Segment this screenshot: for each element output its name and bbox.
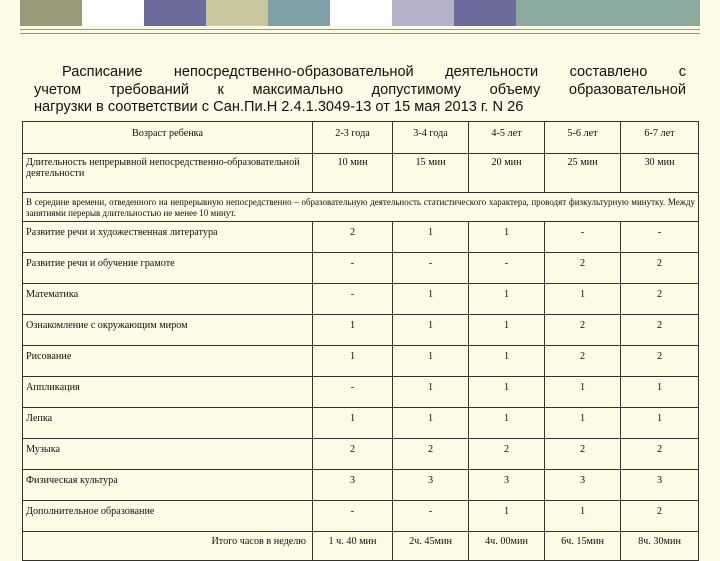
schedule-table (22, 121, 699, 561)
lesson-count-cell: 2 (545, 346, 621, 377)
lesson-count-cell: 3 (393, 470, 469, 501)
lesson-count-cell: - (313, 284, 393, 315)
lesson-count-cell: - (313, 377, 393, 408)
lesson-count-cell: 2 (621, 284, 699, 315)
lesson-count-cell: 1 (469, 284, 545, 315)
lesson-count-cell: 1 (469, 501, 545, 532)
page-title (34, 64, 686, 117)
lesson-count-cell: - (393, 253, 469, 284)
lesson-count-cell: 1 (621, 408, 699, 439)
duration-row (23, 154, 699, 193)
table-row (23, 501, 699, 532)
subject-name: Развитие речи и обучение грамоте (23, 253, 313, 284)
deco-block (268, 0, 330, 26)
total-hours-cell: 1 ч. 40 мин (313, 532, 393, 561)
lesson-count-cell: 1 (313, 315, 393, 346)
age-header-cell: 3-4 года (393, 122, 469, 154)
lesson-count-cell: 2 (621, 315, 699, 346)
lesson-count-cell: - (469, 253, 545, 284)
lesson-count-cell: 2 (621, 253, 699, 284)
lesson-count-cell: 1 (545, 284, 621, 315)
deco-block (82, 0, 144, 26)
subject-name: Ознакомление с окружающим миром (23, 315, 313, 346)
age-header-label: Возраст ребенка (23, 122, 313, 154)
table-row (23, 377, 699, 408)
table-row (23, 315, 699, 346)
lesson-count-cell: - (393, 501, 469, 532)
table-row (23, 408, 699, 439)
subject-name: Аппликация (23, 377, 313, 408)
lesson-count-cell: 1 (469, 222, 545, 253)
lesson-count-cell: 2 (621, 501, 699, 532)
total-label: Итого часов в неделю (23, 532, 313, 561)
lesson-count-cell: 1 (621, 377, 699, 408)
header-divider (20, 33, 700, 34)
age-header-cell: 6-7 лет (621, 122, 699, 154)
age-header-cell: 2-3 года (313, 122, 393, 154)
title-line: учетом требований к максимально допустимому объему образовательной (34, 81, 686, 98)
lesson-count-cell: 2 (545, 315, 621, 346)
lesson-count-cell: - (545, 222, 621, 253)
duration-cell: 15 мин (393, 154, 469, 193)
lesson-count-cell: 2 (621, 439, 699, 470)
lesson-count-cell: 1 (469, 377, 545, 408)
deco-block (516, 0, 700, 26)
deco-block (330, 0, 392, 26)
lesson-count-cell: 1 (393, 408, 469, 439)
header-row (23, 122, 699, 154)
total-hours-cell: 8ч. 30мин (621, 532, 699, 561)
lesson-count-cell: 2 (469, 439, 545, 470)
duration-cell: 10 мин (313, 154, 393, 193)
lesson-count-cell: 1 (313, 346, 393, 377)
duration-cell: 20 мин (469, 154, 545, 193)
lesson-count-cell: 1 (393, 284, 469, 315)
lesson-count-cell: 3 (621, 470, 699, 501)
lesson-count-cell: 1 (469, 346, 545, 377)
title-line: Расписание непосредственно-образовательной деятельности составлено с (62, 64, 686, 80)
subject-name: Физическая культура (23, 470, 313, 501)
lesson-count-cell: 2 (545, 439, 621, 470)
duration-cell: 25 мин (545, 154, 621, 193)
lesson-count-cell: 2 (545, 253, 621, 284)
total-hours-cell: 2ч. 45мин (393, 532, 469, 561)
age-header-cell: 4-5 лет (469, 122, 545, 154)
lesson-count-cell: 2 (313, 439, 393, 470)
lesson-count-cell: 1 (545, 408, 621, 439)
subject-name: Развитие речи и художественная литература (23, 222, 313, 253)
table-row (23, 470, 699, 501)
note-text: В середине времени, отведенного на непрерывную непосредственно – образовательную деятельность статистического характера, проводят физкультурную минутку. Между занятиями перерыв длительностью не менее 10 минут. (23, 193, 699, 222)
lesson-count-cell: - (621, 222, 699, 253)
lesson-count-cell: 3 (313, 470, 393, 501)
table-row (23, 346, 699, 377)
lesson-count-cell: 2 (621, 346, 699, 377)
lesson-count-cell: - (313, 253, 393, 284)
table-row (23, 222, 699, 253)
subject-name: Рисование (23, 346, 313, 377)
lesson-count-cell: 1 (469, 315, 545, 346)
lesson-count-cell: 2 (393, 439, 469, 470)
decorative-header-band (20, 0, 700, 26)
duration-label: Длительность непрерывной непосредственно-образовательной деятельности (23, 154, 313, 193)
lesson-count-cell: 1 (393, 222, 469, 253)
table-row (23, 253, 699, 284)
lesson-count-cell: 1 (393, 346, 469, 377)
lesson-count-cell: 3 (545, 470, 621, 501)
total-hours-cell: 4ч. 00мин (469, 532, 545, 561)
subject-name: Лепка (23, 408, 313, 439)
lesson-count-cell: 1 (313, 408, 393, 439)
table-row (23, 284, 699, 315)
subject-name: Математика (23, 284, 313, 315)
deco-block (144, 0, 206, 26)
deco-block (206, 0, 268, 26)
lesson-count-cell: 3 (469, 470, 545, 501)
table-row (23, 439, 699, 470)
deco-block (392, 0, 454, 26)
title-line: нагрузки в соответствии с Сан.Пи.Н 2.4.1.3049-13 от 15 мая 2013 г. N 26 (34, 99, 524, 115)
note-row (23, 193, 699, 222)
lesson-count-cell: 1 (393, 315, 469, 346)
subject-name: Музыка (23, 439, 313, 470)
lesson-count-cell: 1 (545, 501, 621, 532)
lesson-count-cell: 1 (393, 377, 469, 408)
subject-name: Дополнительное образование (23, 501, 313, 532)
deco-block (20, 0, 82, 26)
duration-cell: 30 мин (621, 154, 699, 193)
total-row (23, 532, 699, 561)
lesson-count-cell: 1 (545, 377, 621, 408)
lesson-count-cell: 1 (469, 408, 545, 439)
header-divider (20, 29, 700, 30)
deco-block (454, 0, 516, 26)
total-hours-cell: 6ч. 15мин (545, 532, 621, 561)
lesson-count-cell: - (313, 501, 393, 532)
lesson-count-cell: 2 (313, 222, 393, 253)
age-header-cell: 5-6 лет (545, 122, 621, 154)
